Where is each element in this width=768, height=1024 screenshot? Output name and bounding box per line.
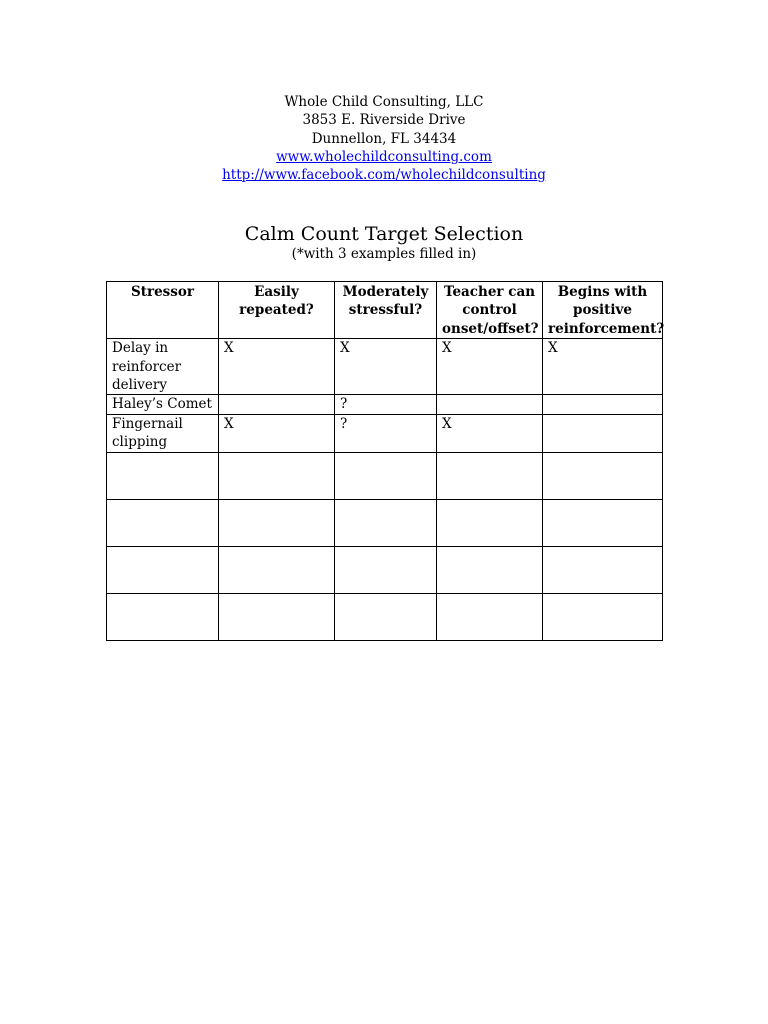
cell-moderately-stressful: [335, 546, 437, 593]
header-positive-reinforcement: Begins with positive reinforcement?: [543, 282, 663, 339]
cell-moderately-stressful: [335, 593, 437, 640]
city-state-zip: Dunnellon, FL 34434: [311, 130, 457, 147]
cell-positive-reinforcement: X: [543, 339, 663, 395]
website-link[interactable]: www.wholechildconsulting.com: [276, 148, 492, 165]
cell-positive-reinforcement: [543, 414, 663, 452]
table-row: [107, 452, 663, 499]
cell-teacher-control: [437, 546, 543, 593]
cell-teacher-control: [437, 452, 543, 499]
table-row: [107, 339, 663, 395]
table-row: [107, 546, 663, 593]
header-teacher-control: Teacher can control onset/offset?: [437, 282, 543, 339]
street-address: 3853 E. Riverside Drive: [302, 112, 466, 129]
cell-easily-repeated: X: [219, 414, 335, 452]
table-row: [107, 395, 663, 414]
cell-stressor: [107, 546, 219, 593]
cell-easily-repeated: [219, 499, 335, 546]
cell-moderately-stressful: [335, 499, 437, 546]
cell-teacher-control: X: [437, 339, 543, 395]
cell-moderately-stressful: [335, 452, 437, 499]
cell-stressor: [107, 499, 219, 546]
cell-easily-repeated: X: [219, 339, 335, 395]
cell-teacher-control: [437, 395, 543, 414]
cell-positive-reinforcement: [543, 546, 663, 593]
cell-positive-reinforcement: [543, 452, 663, 499]
cell-positive-reinforcement: [543, 395, 663, 414]
cell-positive-reinforcement: [543, 499, 663, 546]
cell-stressor: [107, 452, 219, 499]
cell-moderately-stressful: X: [335, 339, 437, 395]
cell-stressor: Haley’s Comet: [107, 395, 219, 414]
header-easily-repeated: Easily repeated?: [219, 282, 335, 339]
cell-moderately-stressful: ?: [335, 414, 437, 452]
document-subtitle: (*with 3 examples filled in): [291, 246, 477, 262]
cell-positive-reinforcement: [543, 593, 663, 640]
cell-teacher-control: [437, 499, 543, 546]
cell-stressor: [107, 593, 219, 640]
header-stressor: Stressor: [107, 282, 219, 339]
cell-moderately-stressful: ?: [335, 395, 437, 414]
cell-easily-repeated: [219, 452, 335, 499]
target-selection-table: [106, 281, 663, 641]
table-row: [107, 499, 663, 546]
table-row: [107, 593, 663, 640]
cell-stressor: Delay in reinforcer delivery: [107, 339, 219, 395]
cell-easily-repeated: [219, 593, 335, 640]
company-name: Whole Child Consulting, LLC: [284, 94, 484, 110]
table-header-row: [107, 282, 663, 339]
header-moderately-stressful: Moderately stressful?: [335, 282, 437, 339]
document-title: Calm Count Target Selection: [244, 223, 524, 245]
letterhead: [0, 93, 768, 184]
cell-easily-repeated: [219, 546, 335, 593]
table-row: [107, 414, 663, 452]
cell-stressor: Fingernail clipping: [107, 414, 219, 452]
cell-easily-repeated: [219, 395, 335, 414]
cell-teacher-control: [437, 593, 543, 640]
cell-teacher-control: X: [437, 414, 543, 452]
facebook-link[interactable]: http://www.facebook.com/wholechildconsulting: [222, 167, 546, 184]
